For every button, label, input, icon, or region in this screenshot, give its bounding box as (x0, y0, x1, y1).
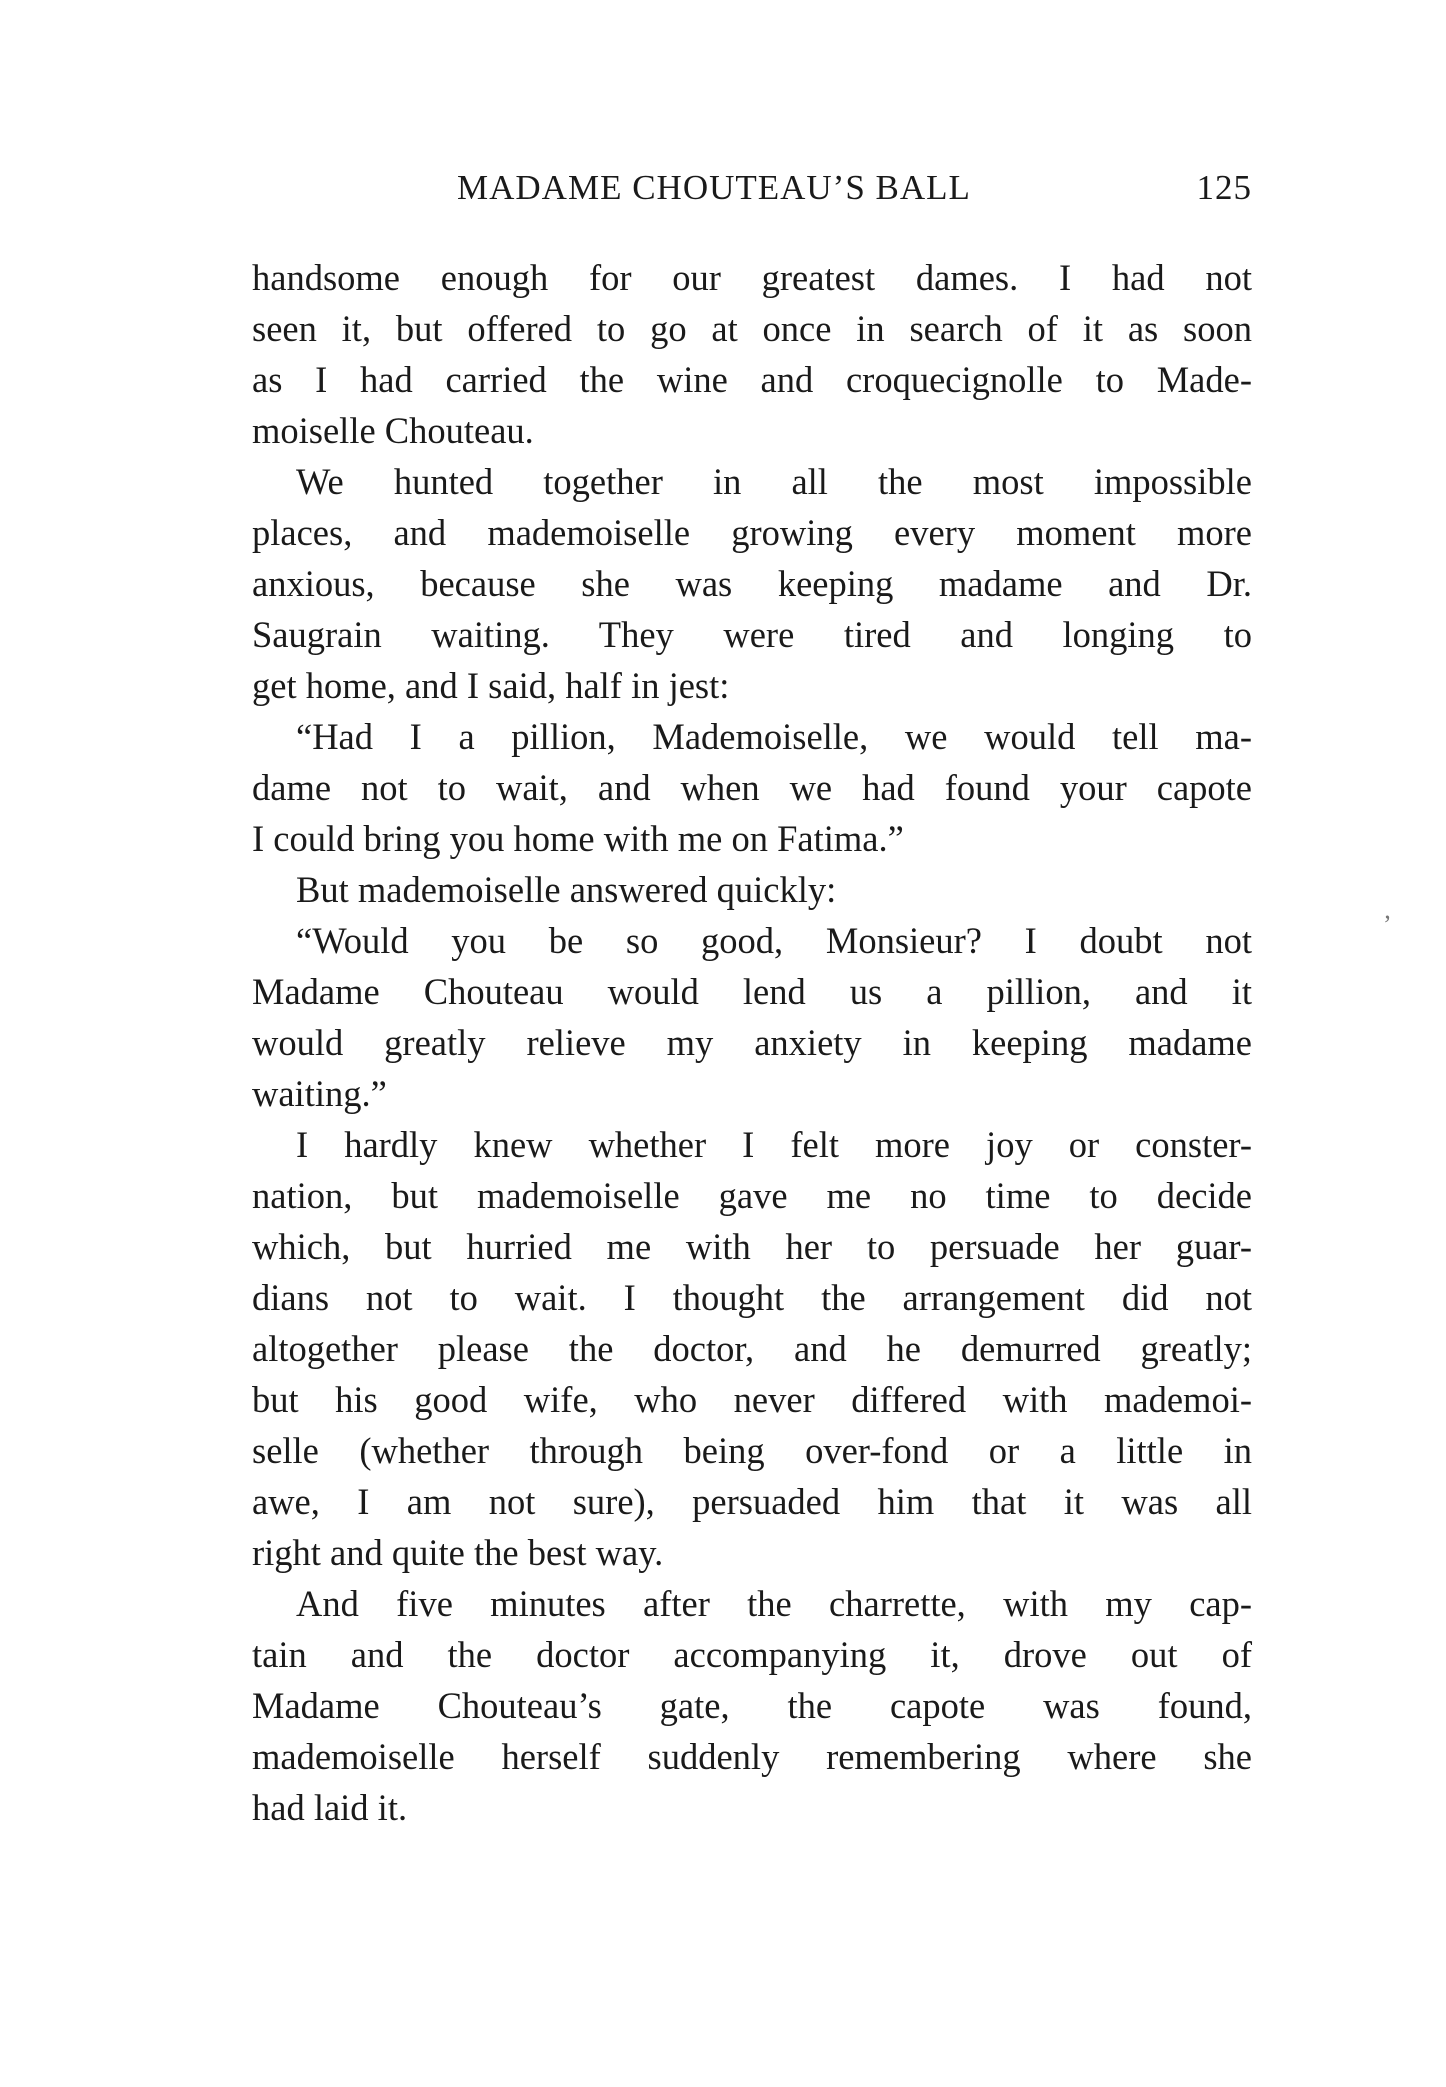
text-line: Madame Chouteau’s gate, the capote was found, (252, 1685, 1252, 1726)
paragraph (252, 1119, 1252, 1578)
paragraph (252, 864, 1252, 915)
text-line: Madame Chouteau would lend us a pillion, and it (252, 971, 1252, 1012)
text-line: anxious, because she was keeping madame and Dr. (252, 563, 1252, 604)
text-line: “Had I a pillion, Mademoiselle, we would tell ma- (296, 716, 1252, 757)
text-line: Saugrain waiting. They were tired and longing to (252, 614, 1252, 655)
body-text (252, 252, 1252, 1833)
page-number: 125 (1196, 168, 1252, 207)
text-line: but his good wife, who never differed with mademoi- (252, 1379, 1252, 1420)
paragraph (252, 252, 1252, 456)
text-line: which, but hurried me with her to persuade her guar- (252, 1226, 1252, 1267)
margin-speck: ʼ (1383, 910, 1392, 939)
paragraph (252, 711, 1252, 864)
text-line: places, and mademoiselle growing every moment more (252, 512, 1252, 553)
text-line: had laid it. (252, 1787, 408, 1828)
text-line: seen it, but offered to go at once in search of it as soon (252, 308, 1252, 349)
paragraph (252, 456, 1252, 711)
text-line: “Would you be so good, Monsieur? I doubt not (296, 920, 1252, 961)
running-title: MADAME CHOUTEAU’S BALL (457, 168, 971, 207)
text-line: But mademoiselle answered quickly: (296, 869, 837, 910)
paragraph (252, 915, 1252, 1119)
text-line: right and quite the best way. (252, 1532, 664, 1573)
text-line: selle (whether through being over-fond or a little in (252, 1430, 1252, 1471)
text-line: altogether please the doctor, and he demurred greatly; (252, 1328, 1252, 1369)
text-line: waiting.” (252, 1073, 387, 1114)
running-header (252, 168, 1252, 216)
text-line: handsome enough for our greatest dames. I had not (252, 257, 1252, 298)
text-line: And five minutes after the charrette, with my cap- (296, 1583, 1252, 1624)
text-line: mademoiselle herself suddenly remembering where she (252, 1736, 1252, 1777)
text-line: I hardly knew whether I felt more joy or conster- (296, 1124, 1252, 1165)
text-line: as I had carried the wine and croquecignolle to Made- (252, 359, 1252, 400)
paragraph (252, 1578, 1252, 1833)
text-line: dians not to wait. I thought the arrangement did not (252, 1277, 1252, 1318)
text-line: awe, I am not sure), persuaded him that it was all (252, 1481, 1252, 1522)
text-line: nation, but mademoiselle gave me no time to decide (252, 1175, 1252, 1216)
text-line: get home, and I said, half in jest: (252, 665, 730, 706)
text-line: moiselle Chouteau. (252, 410, 534, 451)
text-line: would greatly relieve my anxiety in keeping madame (252, 1022, 1252, 1063)
text-line: I could bring you home with me on Fatima.” (252, 818, 904, 859)
text-line: We hunted together in all the most impossible (296, 461, 1252, 502)
text-line: tain and the doctor accompanying it, drove out of (252, 1634, 1252, 1675)
text-line: dame not to wait, and when we had found your capote (252, 767, 1252, 808)
